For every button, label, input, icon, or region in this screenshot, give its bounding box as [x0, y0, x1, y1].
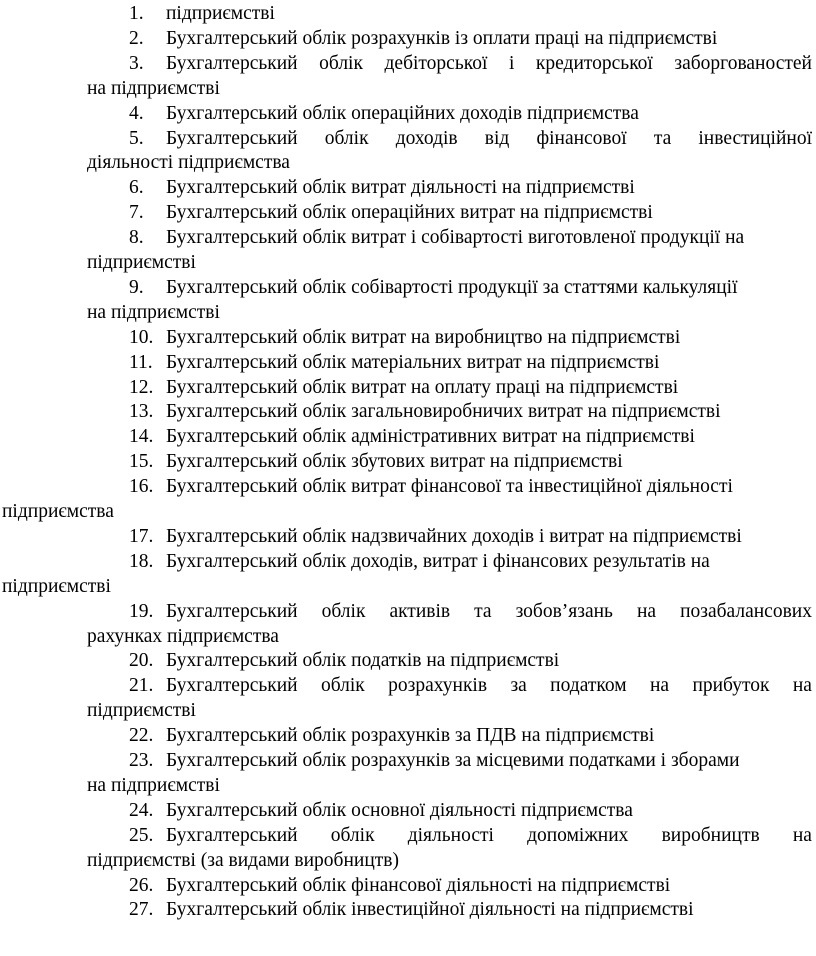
- list-item-text: Бухгалтерський облік витрат фінансової та інвестиційної діяльності: [166, 476, 733, 498]
- list-item-text: [166, 600, 812, 624]
- word: заборгованостей: [674, 52, 812, 74]
- list-item: [0, 425, 816, 449]
- list-item: [0, 127, 816, 151]
- list-item-number: 22.: [129, 725, 154, 747]
- word: на: [649, 675, 670, 697]
- list-item-text: Бухгалтерський облік витрат діяльності на підприємстві: [166, 177, 635, 199]
- word: розрахунків: [388, 675, 488, 697]
- list-item: [0, 674, 816, 698]
- list-item-text: [166, 824, 812, 848]
- word: і: [508, 52, 515, 74]
- word: позабалансових: [680, 600, 812, 622]
- word: облік: [320, 675, 365, 697]
- list-item-number: 13.: [129, 401, 154, 423]
- list-item-continuation: на підприємстві: [87, 774, 220, 796]
- list-item-number: 4.: [129, 102, 144, 124]
- word: Бухгалтерський: [166, 824, 298, 846]
- word: облік: [321, 600, 366, 622]
- list-item-text: Бухгалтерський облік матеріальних витрат на підприємстві: [166, 351, 660, 373]
- word: прибуток: [692, 675, 770, 697]
- list-item-number: 1.: [129, 3, 144, 24]
- list-item-continuation: діяльності підприємства: [87, 152, 290, 174]
- list-item-number: 11.: [129, 351, 153, 373]
- word: зобов’язань: [515, 600, 613, 622]
- list-item: [0, 824, 816, 848]
- list-item: [0, 525, 816, 549]
- list-item: [0, 102, 816, 126]
- list-item-continuation: на підприємстві: [87, 77, 220, 99]
- list-item-text: [166, 674, 812, 698]
- list-item-number: 5.: [129, 127, 144, 149]
- list-item-number: 20.: [129, 650, 154, 672]
- list-item-text: Бухгалтерський облік операційних витрат на підприємстві: [166, 202, 653, 224]
- word: за: [510, 675, 527, 697]
- list-item: [0, 475, 816, 499]
- list-item: [0, 326, 816, 350]
- list-item: [0, 2, 816, 26]
- list-item-text: Бухгалтерський облік основної діяльності підприємства: [166, 799, 633, 821]
- list-item-number: 14.: [129, 426, 154, 448]
- list-item: [0, 400, 816, 424]
- list-item: [0, 226, 816, 250]
- list-item-number: 18.: [129, 550, 154, 572]
- word: Бухгалтерський: [166, 127, 298, 149]
- word: Бухгалтерський: [166, 52, 298, 74]
- word: від: [484, 127, 510, 149]
- list-item-continuation: на підприємстві: [87, 301, 220, 323]
- list-item-number: 26.: [129, 874, 154, 896]
- word: Бухгалтерський: [166, 675, 298, 697]
- list-item-continuation: підприємстві: [2, 575, 111, 597]
- list-item: [0, 52, 816, 76]
- list-item-continuation: підприємстві (за видами виробництв): [87, 849, 399, 871]
- list-item: [0, 450, 816, 474]
- word: дебіторської: [384, 52, 488, 74]
- word: та: [474, 600, 492, 622]
- list-item: [0, 201, 816, 225]
- list-item-text: [166, 52, 812, 76]
- list-item-text: Бухгалтерський облік загальновиробничих витрат на підприємстві: [166, 401, 721, 423]
- list-item: [0, 550, 816, 574]
- list-item: [0, 600, 816, 624]
- word: облік: [324, 127, 369, 149]
- list-item-continuation: підприємстві: [87, 252, 196, 273]
- list-item-number: 21.: [129, 675, 154, 697]
- list-item-number: 8.: [129, 227, 144, 249]
- list-item-continuation: підприємстві: [87, 700, 196, 722]
- list-item-number: 23.: [129, 750, 154, 771]
- word: на: [792, 675, 812, 697]
- list-item: [0, 649, 816, 673]
- list-item: [0, 898, 816, 922]
- list-item-number: 25.: [129, 824, 154, 846]
- list-item-number: 3.: [129, 52, 144, 74]
- list-item-number: 16.: [129, 476, 154, 498]
- list-item-text: Бухгалтерський облік витрат і собівартості виготовленої продукції на: [166, 227, 745, 249]
- list-item: [0, 176, 816, 200]
- list-item-text: [166, 127, 812, 151]
- list-item-number: 2.: [129, 27, 144, 49]
- list-item-text: Бухгалтерський облік витрат на оплату праці на підприємстві: [166, 376, 679, 398]
- list-item-number: 6.: [129, 177, 144, 199]
- word: виробництв: [661, 824, 760, 846]
- word: діяльності: [407, 824, 494, 846]
- list-item: [0, 799, 816, 823]
- list-item-number: 12.: [129, 376, 154, 398]
- word: облік: [330, 824, 375, 846]
- word: кредиторської: [535, 52, 653, 74]
- list-item-text: Бухгалтерський облік адміністративних витрат на підприємстві: [166, 426, 695, 448]
- list-item-continuation: підприємства: [2, 501, 114, 522]
- list-item-text: Бухгалтерський облік податків на підприємстві: [166, 650, 560, 672]
- word: допоміжних: [527, 824, 629, 846]
- word: на: [792, 824, 812, 846]
- word: облік: [319, 52, 363, 74]
- word: доходів: [395, 127, 458, 149]
- list-item-text: Бухгалтерський облік фінансової діяльності на підприємстві: [166, 874, 671, 896]
- list-item-number: 7.: [129, 202, 144, 224]
- list-item-number: 17.: [129, 525, 154, 547]
- word: та: [653, 127, 672, 149]
- list-item-text: Бухгалтерський облік собівартості продукції за статтями калькуляції: [166, 276, 738, 298]
- list-item-text: Бухгалтерський облік розрахунків із оплати праці на підприємстві: [166, 27, 718, 49]
- list-item-text: Бухгалтерський облік інвестиційної діяльності на підприємстві: [166, 899, 694, 921]
- list-item: [0, 724, 816, 748]
- word: фінансової: [536, 127, 627, 149]
- list-item-text: Бухгалтерський облік доходів, витрат і фінансових результатів на: [166, 550, 710, 572]
- list-item: [0, 351, 816, 375]
- word: податком: [550, 675, 627, 697]
- list-item-number: 10.: [129, 326, 154, 348]
- list-item-number: 9.: [129, 276, 144, 298]
- word: Бухгалтерський: [166, 600, 298, 622]
- list-item-number: 19.: [129, 600, 154, 622]
- list-item-text: Бухгалтерський облік розрахунків за ПДВ на підприємстві: [166, 725, 655, 747]
- word: активів: [389, 600, 451, 622]
- word: на: [636, 600, 657, 622]
- list-item-text: Бухгалтерський облік витрат на виробництво на підприємстві: [166, 326, 681, 348]
- list-item-text: Бухгалтерський облік надзвичайних доходів і витрат на підприємстві: [166, 525, 742, 547]
- list-item: [0, 376, 816, 400]
- list-item-number: 27.: [129, 899, 154, 921]
- list-item: [0, 874, 816, 898]
- list-item-number: 15.: [129, 451, 154, 473]
- list-item-number: 24.: [129, 799, 154, 821]
- list-item-text: підприємстві: [166, 3, 275, 24]
- word: інвестиційної: [698, 127, 812, 149]
- list-item-text: Бухгалтерський облік операційних доходів підприємства: [166, 102, 639, 124]
- list-item: [0, 749, 816, 773]
- list-item-text: Бухгалтерський облік збутових витрат на підприємстві: [166, 451, 623, 473]
- list-item-text: Бухгалтерський облік розрахунків за місцевими податками і зборами: [166, 750, 740, 771]
- list-item: [0, 276, 816, 300]
- list-item-continuation: рахунках підприємства: [87, 625, 279, 647]
- list-item: [0, 27, 816, 51]
